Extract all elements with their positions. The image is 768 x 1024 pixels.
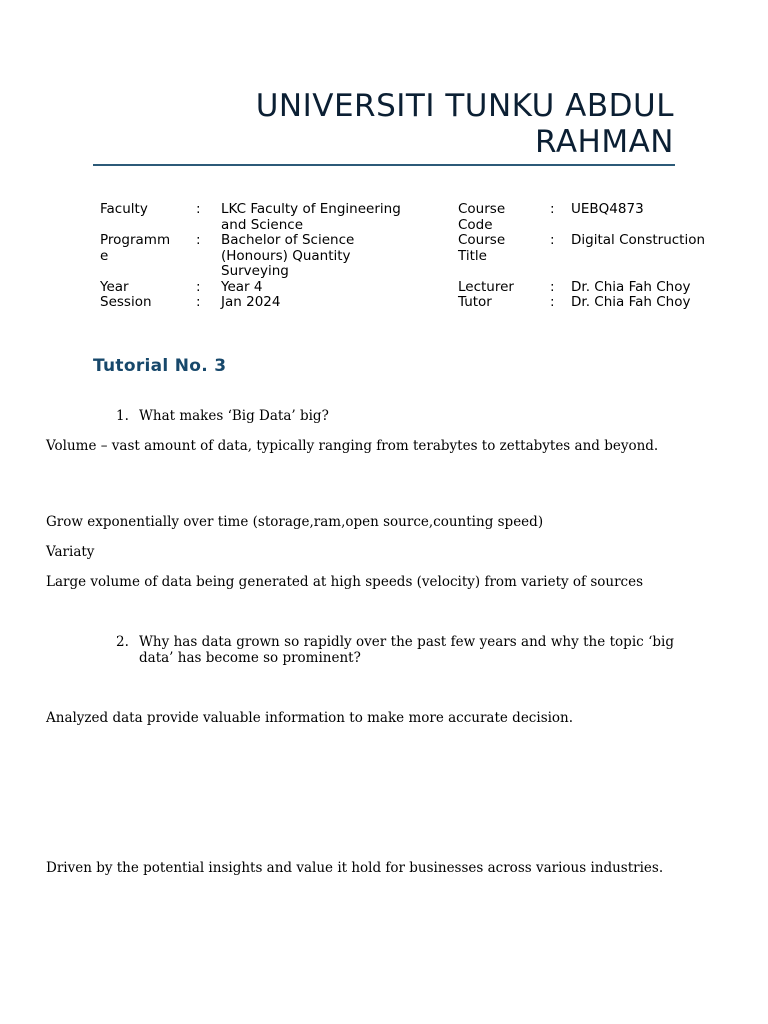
tutor-label: Tutor xyxy=(458,294,492,310)
course-title-value: Digital Construction xyxy=(571,232,706,248)
faculty-value-line-2: and Science xyxy=(221,216,304,233)
course-title-colon: : xyxy=(550,232,555,248)
university-title-line-1: UNIVERSITI TUNKU ABDUL xyxy=(255,88,674,124)
session-colon: : xyxy=(196,294,201,310)
year-label: Year xyxy=(100,278,129,295)
faculty-label: Faculty xyxy=(100,201,148,217)
faculty-value-line-1: LKC Faculty of Engineering xyxy=(221,201,401,217)
university-title xyxy=(114,88,674,160)
course-code-colon: : xyxy=(550,201,555,217)
question-2-text: Why has data grown so rapidly over the past few years and why the topic ‘big data’ has become so prominent? xyxy=(139,634,674,666)
question-2 xyxy=(116,634,674,666)
tutor-value: Dr. Chia Fah Choy xyxy=(571,294,691,310)
lecturer-colon: : xyxy=(550,278,555,295)
programme-colon: : xyxy=(196,232,201,248)
course-code-value: UEBQ4873 xyxy=(571,201,644,217)
programme-value-line-2: (Honours) Quantity xyxy=(221,247,351,264)
session-label: Session xyxy=(100,294,152,310)
answer-paragraph-6: Driven by the potential insights and value it hold for businesses across various industries. xyxy=(46,860,664,876)
course-title-label-line-2: Title xyxy=(458,247,487,264)
session-value: Jan 2024 xyxy=(221,294,281,310)
answer-paragraph-3: Variaty xyxy=(46,544,95,560)
year-value: Year 4 xyxy=(221,278,263,295)
faculty-colon: : xyxy=(196,201,201,217)
university-title-line-2: RAHMAN xyxy=(535,124,674,160)
course-info-block xyxy=(0,202,768,312)
answer-paragraph-4: Large volume of data being generated at high speeds (velocity) from variety of sources xyxy=(46,574,644,590)
year-colon: : xyxy=(196,278,201,295)
course-code-label-line-1: Course xyxy=(458,201,506,217)
programme-value-line-3: Surveying xyxy=(221,263,289,279)
answer-paragraph-5: Analyzed data provide valuable information to make more accurate decision. xyxy=(46,710,574,726)
programme-value-line-1: Bachelor of Science xyxy=(221,232,355,248)
course-code-label-line-2: Code xyxy=(458,216,493,233)
tutorial-heading: Tutorial No. 3 xyxy=(93,356,227,376)
title-divider xyxy=(93,164,675,166)
lecturer-label: Lecturer xyxy=(458,278,514,295)
answer-paragraph-2: Grow exponentially over time (storage,ram,open source,counting speed) xyxy=(46,514,544,530)
question-2-number: 2. xyxy=(116,634,129,650)
course-title-label-line-1: Course xyxy=(458,232,506,248)
programme-label-line-1: Programm xyxy=(100,232,171,248)
programme-label-line-2: e xyxy=(100,247,109,264)
lecturer-value: Dr. Chia Fah Choy xyxy=(571,278,691,295)
answer-paragraph-1: Volume – vast amount of data, typically ranging from terabytes to zettabytes and beyond. xyxy=(46,438,659,454)
question-1-number: 1. xyxy=(116,408,129,424)
question-1 xyxy=(116,408,674,424)
question-1-text: What makes ‘Big Data’ big? xyxy=(139,408,329,424)
tutor-colon: : xyxy=(550,294,555,310)
